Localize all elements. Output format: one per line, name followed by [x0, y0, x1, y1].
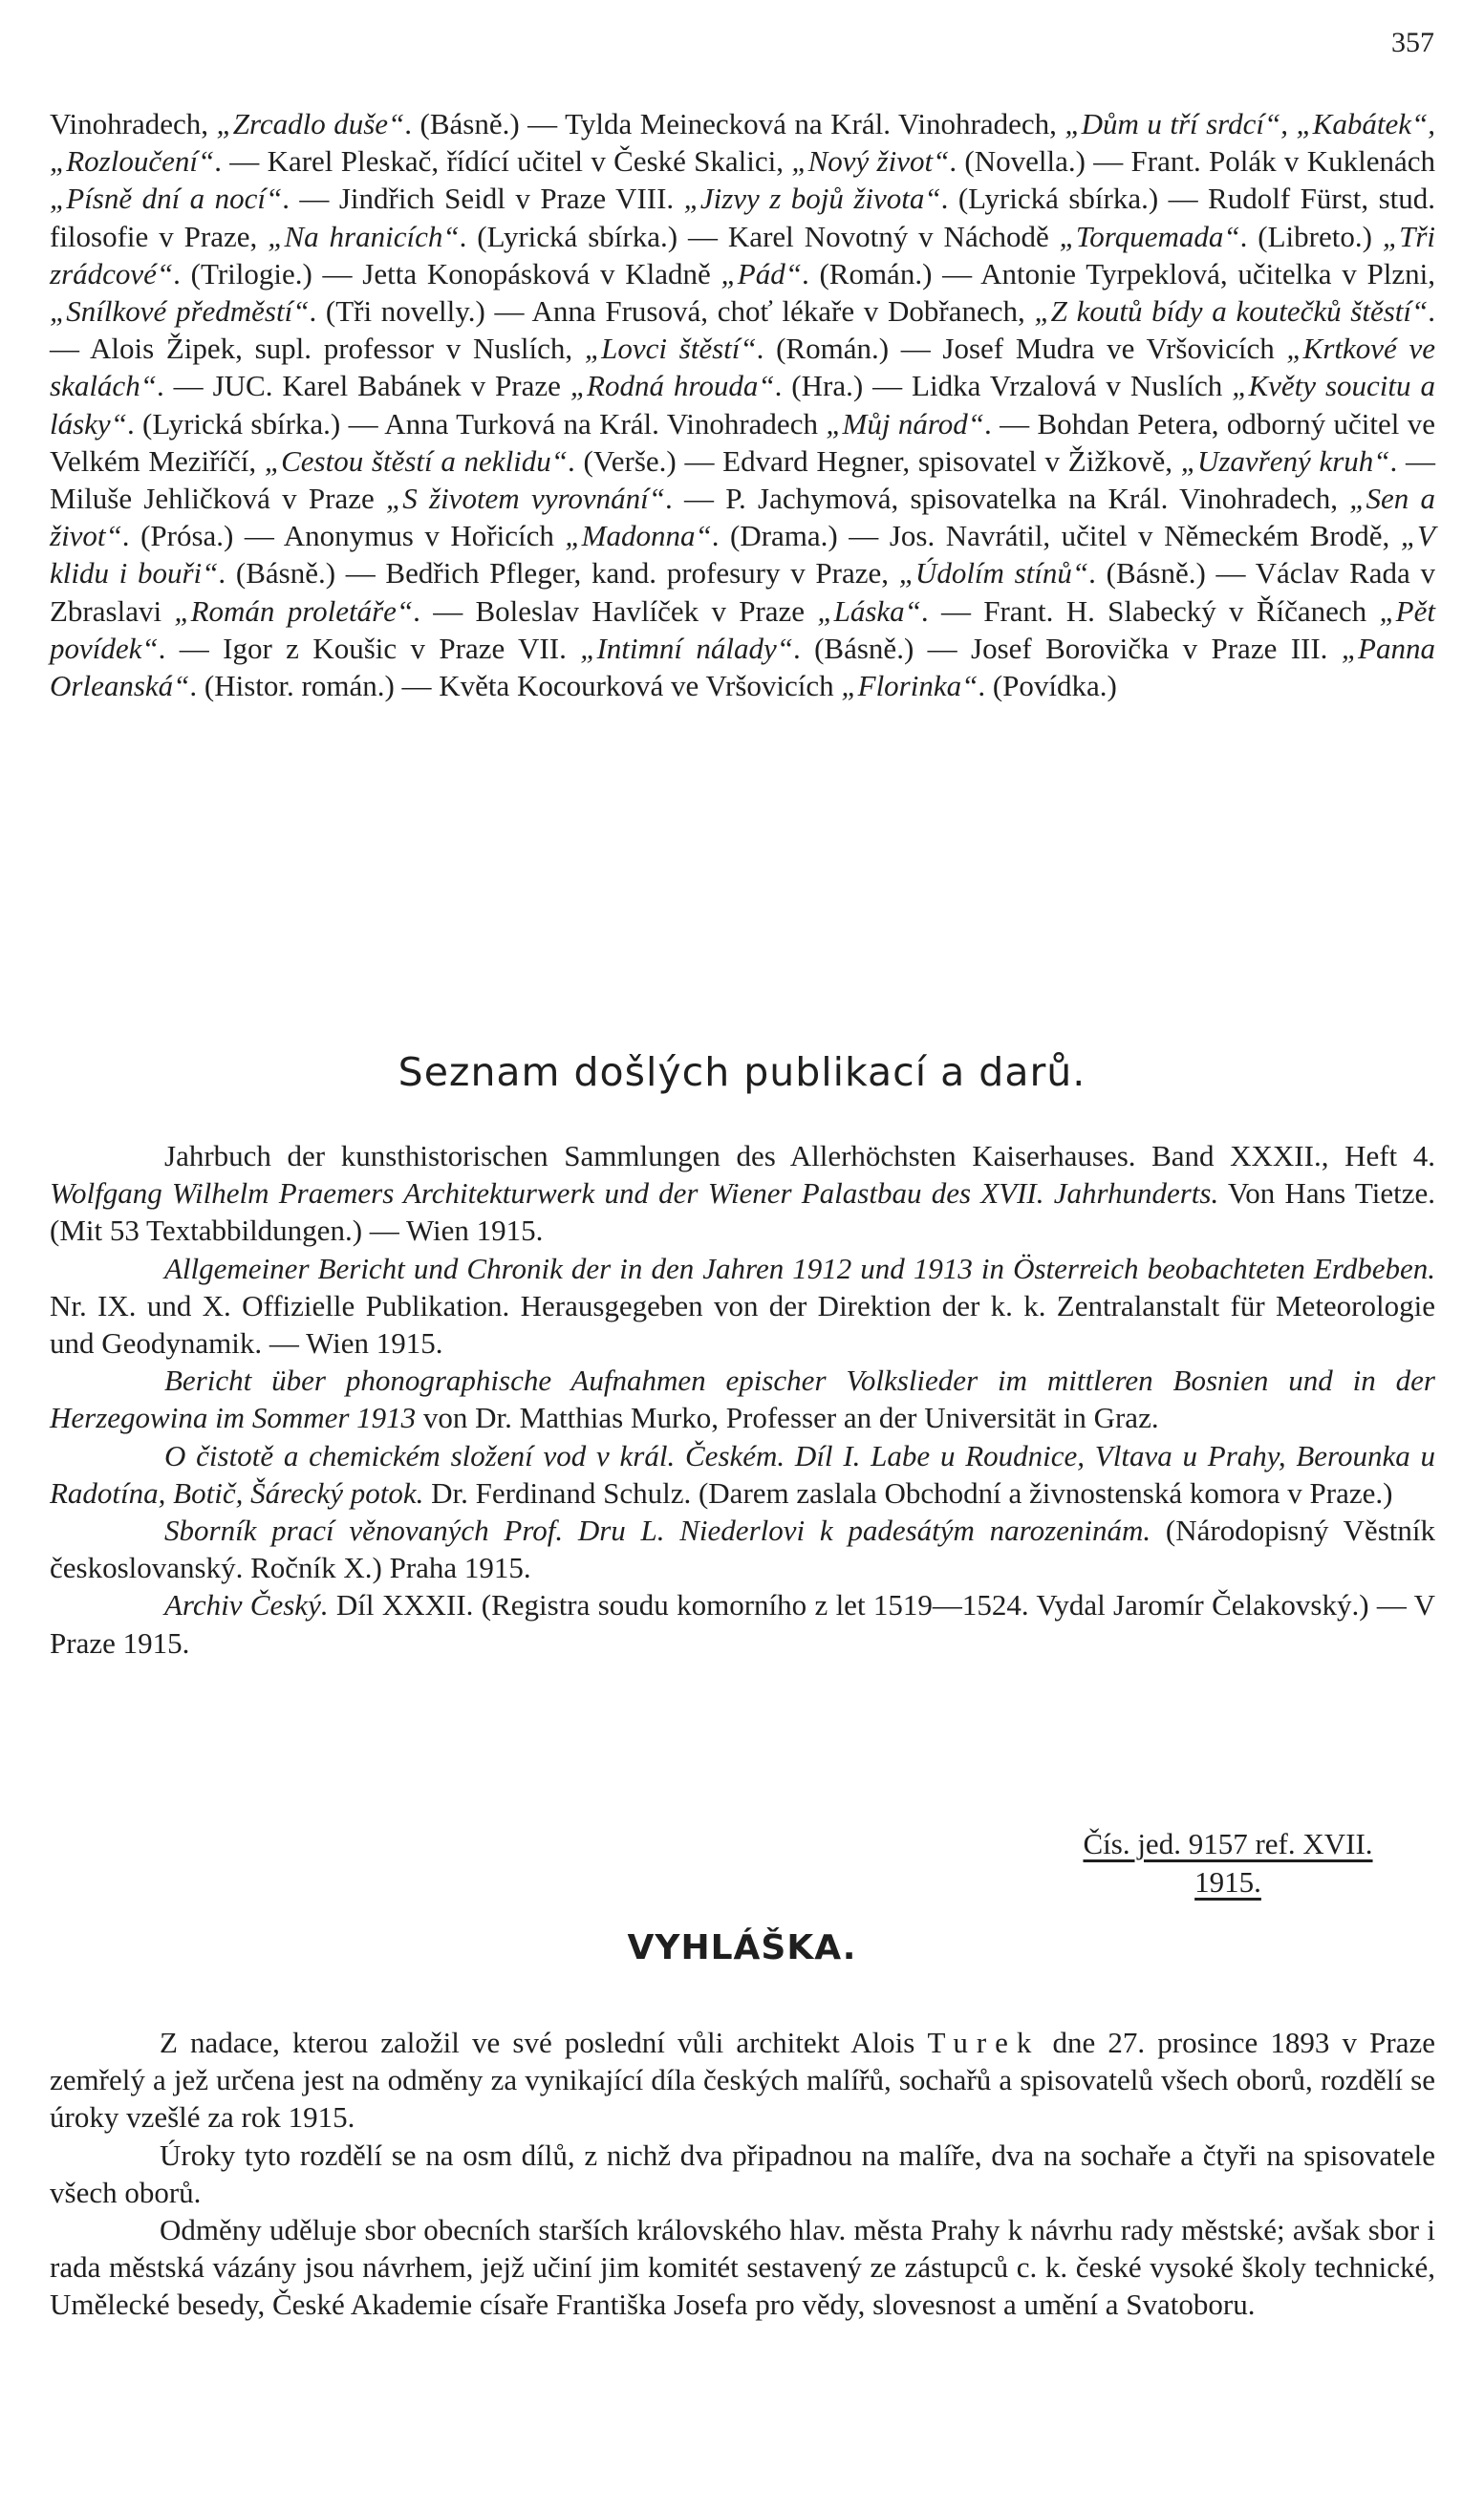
entry-title: „Sen a život“: [50, 482, 1435, 553]
entry-title: „Panna Orleanská“: [50, 631, 1435, 703]
entry-title: „Florinka“: [841, 669, 979, 703]
entry-text: . (Libreto.): [1239, 219, 1383, 253]
reference-number: [1022, 1825, 1433, 1902]
entry-text: . (Lyrická sbírka.) — Rudolf Fürst, stud. filosofie v Praze,: [50, 182, 1435, 253]
reference-year: 1915.: [1194, 1865, 1261, 1899]
entry-text: . — Jindřich Seidl v Praze VIII.: [282, 182, 684, 216]
entry-title: „Údolím stínů“: [898, 556, 1089, 591]
notice-text: Z nadace, kterou založil ve své poslední vůli architekt Alois: [160, 2026, 928, 2059]
entry-text: . (Histor. román.) — Květa Kocourková ve Vršovicích: [189, 669, 842, 703]
publication-item: [50, 1137, 1435, 1250]
entry-text: . (Hra.) — Lidka Vrzalová v Nuslích: [774, 369, 1233, 403]
entry-title: „Cestou štěstí a neklidu“: [264, 443, 569, 478]
entry-title: „S životem vyrovnání“: [386, 482, 665, 516]
entry-title: „Z koutů bídy a koutečků štěstí“: [1034, 294, 1429, 329]
entry-text: . (Lyrická sbírka.) — Anna Turková na Král. Vinohradech: [126, 406, 827, 440]
entry-text: . (Básně.) — Tylda Meinecková na Král. Vinohradech,: [404, 107, 1065, 140]
submitted-works-list: [50, 105, 1435, 704]
entry-text: . — Alois Žipek, supl. professor v Nuslích,: [50, 294, 1436, 366]
entry-title: „Láska“: [817, 593, 921, 628]
entry-title: „Zrcadlo duše“: [216, 107, 405, 140]
publication-text: Díl XXXII. (Registra soudu komorního z let 1519—1524. Vydal Jaromír Čelakovský.) — V Praze 1915.: [50, 1588, 1436, 1660]
entry-title: „Tři zrádcové“: [50, 219, 1436, 290]
entry-title: „Květy soucitu a lásky“: [50, 369, 1435, 440]
publications-heading: Seznam došlých publikací a darů.: [398, 1049, 1086, 1095]
publication-item: [50, 1250, 1435, 1363]
entry-title: „Rodná hrouda“: [570, 369, 775, 403]
publication-text: von Dr. Matthias Murko, Professer an der Universität in Graz.: [416, 1401, 1159, 1435]
entry-title: „Na hranicích“: [268, 219, 460, 253]
entry-title: „Jizvy z bojů života“: [683, 182, 941, 216]
entry-title: „Krtkové ve skalách“: [50, 332, 1435, 403]
publication-text: (Národopisný Věstník českoslovanský. Ročník X.) Praha 1915.: [50, 1514, 1435, 1585]
entry-text: Vinohradech,: [50, 107, 217, 140]
publication-text: Nr. IX. und X. Offizielle Publikation. Herausgegeben von der Direktion der k. k. Zentralanstalt für Meteorologie und Geodynamik. — Wien 1915.: [50, 1288, 1435, 1361]
entry-title: „Intimní nálady“: [580, 631, 793, 665]
publication-title: Sborník prací věnovaných Prof. Dru L. Niederlovi k padesátým narozeninám.: [164, 1514, 1151, 1548]
architect-name: Turek: [927, 2026, 1041, 2059]
publication-text: Jahrbuch der kunsthistorischen Sammlungen des Allerhöchsten Kaiserhauses. Band XXXII., Heft 4.: [164, 1139, 1435, 1172]
entry-text: . (Tři novelly.) — Anna Frusová, choť lékaře v Dobřanech,: [309, 294, 1035, 329]
entry-title: „Písně dní a nocí“: [50, 182, 283, 216]
entry-title: „Lovci štěstí“: [584, 332, 757, 366]
entry-title: „Uzavřený kruh“: [1180, 443, 1390, 478]
entry-text: . (Drama.) — Jos. Navrátil, učitel v Německém Brodě,: [711, 519, 1401, 553]
publication-title: O čistotě a chemickém složení vod v král. Českém. Díl I. Labe u Roudnice, Vltava u Prahy, Berounka u Radotína, Botič, Šárecký potok.: [50, 1438, 1435, 1510]
entry-text: . — P. Jachymová, spisovatelka na Král. Vinohradech,: [665, 482, 1350, 516]
entry-text: . (Lyrická sbírka.) — Karel Novotný v Náchodě: [459, 219, 1060, 253]
notice-paragraph-2: Úroky tyto rozdělí se na osm dílů, z nichž dva připadnou na malíře, dva na sochaře a čtyři na spisovatele všech oborů.: [50, 2138, 1435, 2209]
publication-title: Archiv Český.: [164, 1588, 329, 1622]
publication-item: [50, 1512, 1435, 1586]
notice-text: dne 27. prosince 1893 v Praze zemřelý a jež určena jest na odměny za vynikající díla českých malířů, sochařů a spisovatelů všech oborů, rozdělí se úroky vzešlé za rok 1915.: [50, 2026, 1435, 2135]
entry-title: „Román proletáře“: [174, 593, 414, 628]
publication-text: Von Hans Tietze. (Mit 53 Textabbildungen.) — Wien 1915.: [50, 1176, 1435, 1248]
entry-title: „Můj národ“: [826, 406, 984, 440]
entry-text: . — Bohdan Petera, odborný učitel ve Velkém Meziříčí,: [50, 406, 1435, 478]
entry-title: „Snílkové předměstí“: [50, 294, 310, 329]
entry-text: . (Román.) — Josef Mudra ve Vršovicích: [756, 332, 1287, 366]
notice-paragraph-1: [50, 2024, 1435, 2137]
publication-text: Dr. Ferdinand Schulz. (Darem zaslala Obchodní a živnostenská komora v Praze.): [423, 1475, 1393, 1510]
entry-title: „Madonna“: [565, 519, 712, 553]
entry-text: . — Frant. H. Slabecký v Říčanech: [920, 593, 1380, 628]
entry-text: . — JUC. Karel Babánek v Praze: [156, 369, 570, 403]
entry-text: . — Miluše Jehličková v Praze: [50, 443, 1435, 516]
publication-item: [50, 1437, 1435, 1512]
entry-title: „Dům u tří srdcí“, „Kabátek“, „Rozloučení“: [50, 107, 1435, 179]
entry-title: „Torquemada“: [1059, 219, 1240, 253]
page-number: 357: [1391, 27, 1434, 58]
entry-text: . (Prósa.) — Anonymus v Hořicích: [121, 519, 566, 553]
publication-item: [50, 1362, 1435, 1436]
entry-title: „Pět povídek“: [50, 593, 1435, 665]
publication-title: Allgemeiner Bericht und Chronik der in den Jahren 1912 und 1913 in Österreich beobachteten Erdbeben.: [164, 1251, 1435, 1285]
submitted-works-paragraph: [50, 105, 1435, 704]
notice-body: [50, 2024, 1435, 2324]
entry-text: . (Verše.) — Edvard Hegner, spisovatel v Žižkově,: [568, 443, 1181, 478]
entry-text: . (Novella.) — Frant. Polák v Kuklenách: [949, 144, 1435, 179]
entry-text: . (Trilogie.) — Jetta Konopásková v Kladně: [173, 256, 721, 290]
entry-text: . (Básně.) — Václav Rada v Zbraslavi: [50, 556, 1435, 628]
entry-text: . — Karel Pleskač, řídící učitel v České Skalici,: [214, 144, 792, 179]
entry-text: . (Básně.) — Bedřich Pfleger, kand. profesury v Praze,: [218, 556, 899, 591]
publication-title: Bericht über phonographische Aufnahmen epischer Volkslieder im mittleren Bosnien und in der Herzegowina im Sommer 1913: [50, 1364, 1435, 1435]
notice-paragraph-3: Odměny uděluje sbor obecních starších královského hlav. města Prahy k návrhu rady městské; avšak sbor i rada městská vázány jsou návrhem, jejž učiní jim komitét sestavený ze zástupců c. k. české vysoké školy technické, Umělecké besedy, České Akademie císaře Františka Josefa pro vědy, slovesnost a umění a Svatoboru.: [50, 2213, 1435, 2322]
publications-list: [50, 1137, 1435, 1662]
publication-title: Wolfgang Wilhelm Praemers Architekturwerk und der Wiener Palastbau des XVII. Jahrhunderts.: [50, 1176, 1219, 1211]
entry-title: „Pád“: [720, 256, 802, 290]
entry-text: . (Román.) — Antonie Tyrpeklová, učitelka v Plzni,: [801, 256, 1435, 290]
reference-line: Čís. jed. 9157 ref. XVII.: [1083, 1827, 1373, 1860]
entry-title: „V klidu i bouři“: [50, 519, 1435, 591]
entry-text: . (Básně.) — Josef Borovička v Praze III.: [792, 631, 1342, 665]
entry-text: . — Igor z Koušic v Praze VII.: [158, 631, 581, 665]
entry-text: . (Povídka.): [978, 669, 1117, 703]
notice-heading: VYHLÁŠKA.: [627, 1928, 857, 1967]
publication-item: [50, 1586, 1435, 1661]
entry-title: „Nový život“: [791, 144, 950, 179]
entry-text: . — Boleslav Havlíček v Praze: [413, 593, 818, 628]
